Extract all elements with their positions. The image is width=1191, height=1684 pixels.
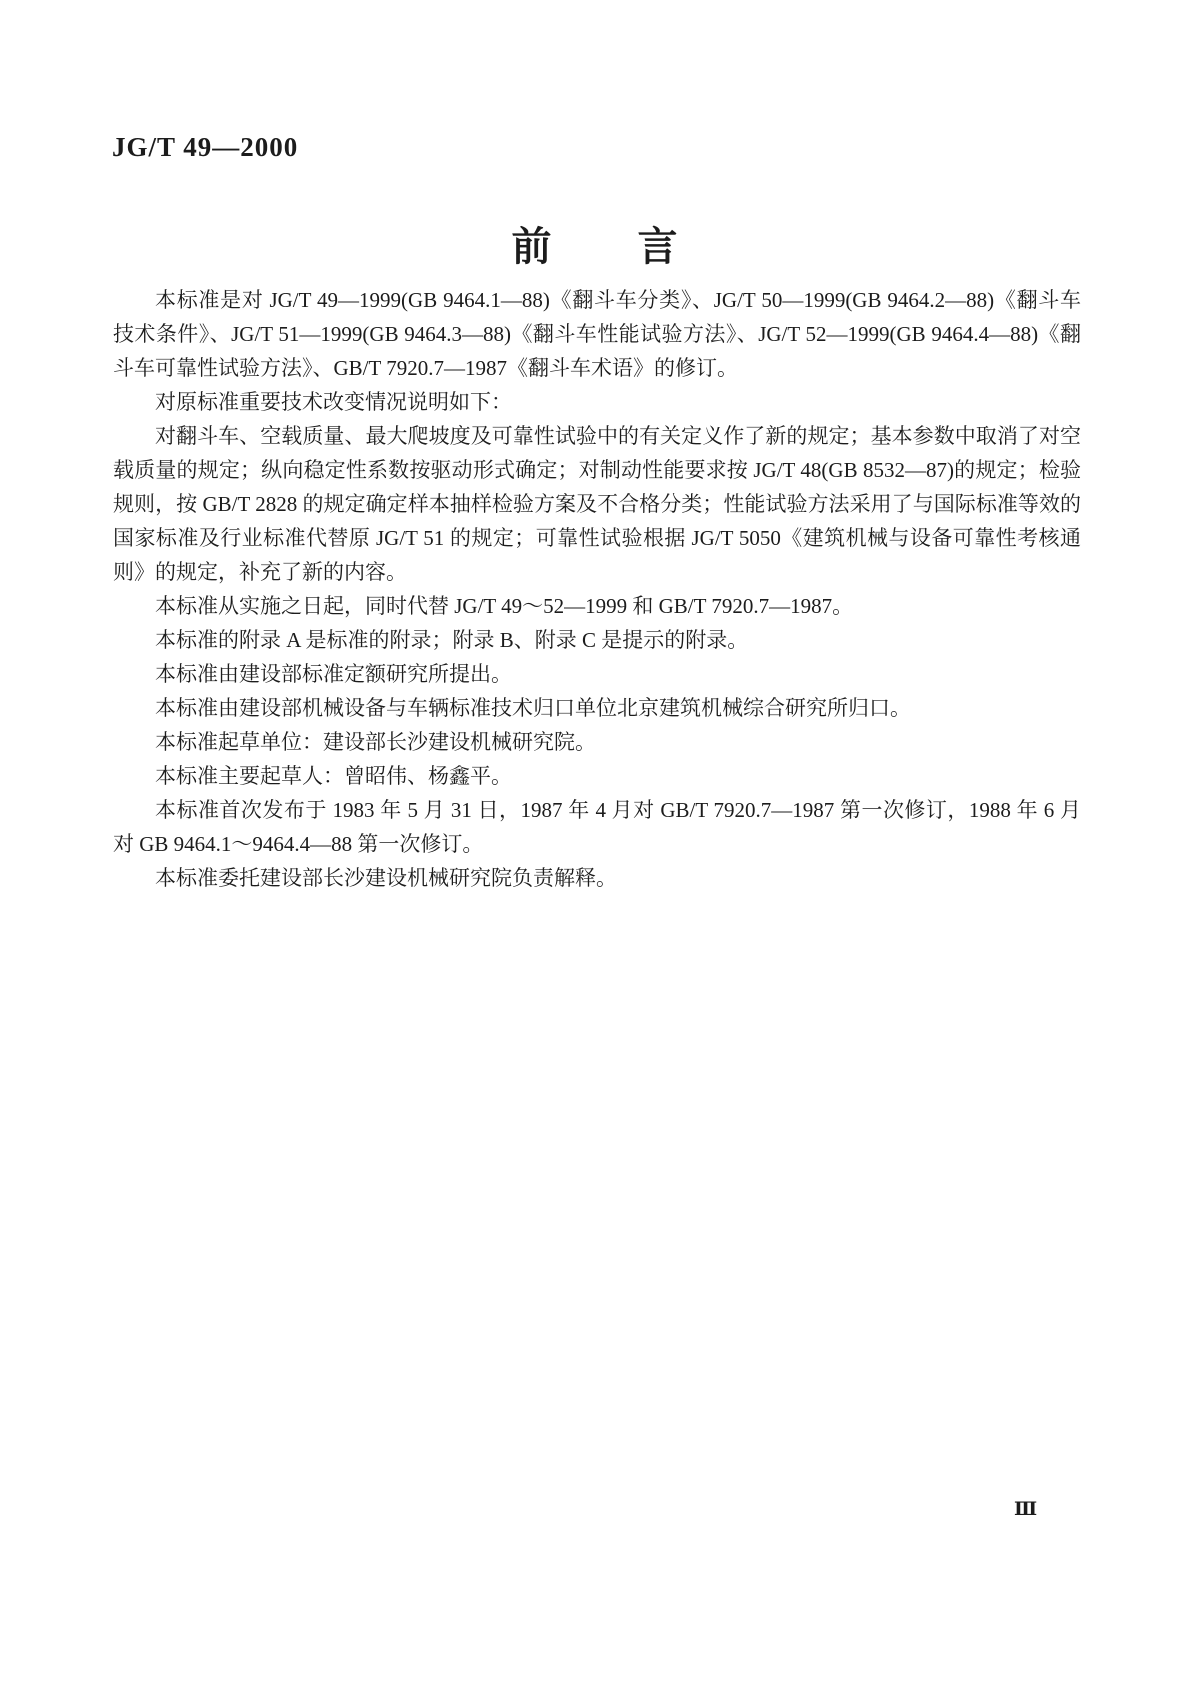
foreword-paragraph: 本标准从实施之日起，同时代替 JG/T 49～52—1999 和 GB/T 7920.7—1987。 — [155, 594, 854, 618]
foreword-paragraph: 本标准的附录 A 是标准的附录；附录 B、附录 C 是提示的附录。 — [155, 628, 749, 652]
foreword-paragraph: 本标准委托建设部长沙建设机械研究院负责解释。 — [155, 866, 617, 890]
foreword-body — [113, 283, 1081, 895]
foreword-paragraph: 本标准起草单位：建设部长沙建设机械研究院。 — [155, 730, 596, 754]
foreword-paragraph: 本标准由建设部机械设备与车辆标准技术归口单位北京建筑机械综合研究所归口。 — [155, 696, 911, 720]
foreword-paragraph: 本标准首次发布于 1983 年 5 月 31 日，1987 年 4 月对 GB/T 7920.7—1987 第一次修订，1988 年 6 月对 GB 9464.1～9464.4—88 第一次修订。 — [113, 798, 1081, 856]
page-title: 前 言 — [511, 224, 680, 269]
foreword-paragraph: 对原标准重要技术改变情况说明如下： — [155, 390, 512, 414]
foreword-paragraph: 本标准主要起草人：曾昭伟、杨鑫平。 — [155, 764, 512, 788]
foreword-paragraph: 本标准由建设部标准定额研究所提出。 — [155, 662, 512, 686]
foreword-paragraph: 本标准是对 JG/T 49—1999(GB 9464.1—88)《翻斗车分类》、JG/T 50—1999(GB 9464.2—88)《翻斗车技术条件》、JG/T 51—1999(GB 9464.3—88)《翻斗车性能试验方法》、JG/T 52—1999(GB 9464.4—88)《翻斗车可靠性试验方法》、GB/T 7920.7—1987《翻斗车术语》的修订。 — [113, 288, 1081, 380]
standard-code: JG/T 49—2000 — [112, 132, 299, 162]
page-number: Ⅲ — [1014, 1499, 1038, 1520]
foreword-paragraph: 对翻斗车、空载质量、最大爬坡度及可靠性试验中的有关定义作了新的规定；基本参数中取消了对空载质量的规定；纵向稳定性系数按驱动形式确定；对制动性能要求按 JG/T 48(GB 8532—87)的规定；检验规则，按 GB/T 2828 的规定确定样本抽样检验方案及不合格分类；性能试验方法采用了与国际标准等效的国家标准及行业标准代替原 JG/T 51 的规定；可靠性试验根据 JG/T 5050《建筑机械与设备可靠性考核通则》的规定，补充了新的内容。 — [113, 424, 1081, 584]
